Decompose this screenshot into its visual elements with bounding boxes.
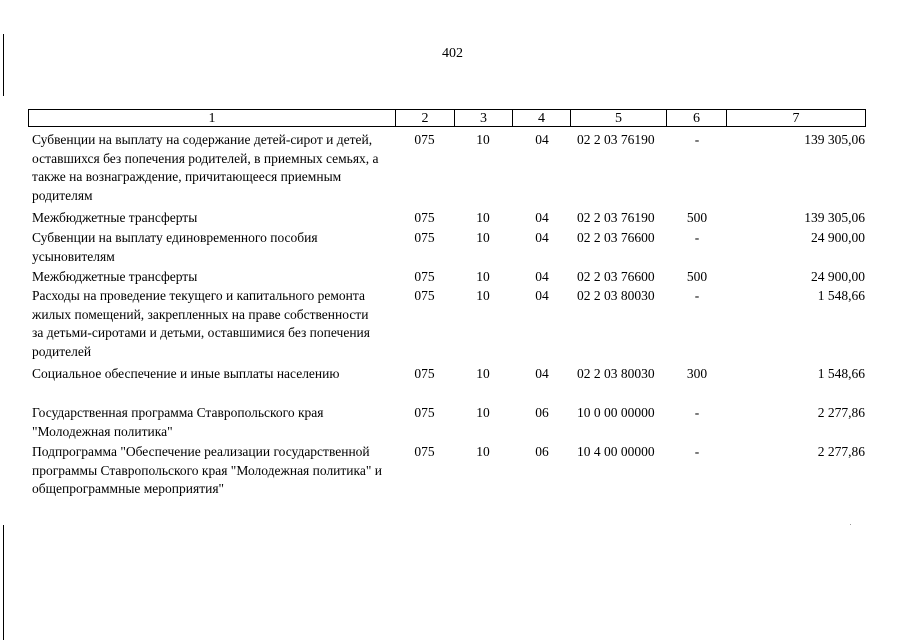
row-code-6: - xyxy=(694,132,700,147)
row-code-5: 10 4 00 00000 xyxy=(577,444,655,459)
row-code-4: 04 xyxy=(535,366,549,381)
row-code-6: - xyxy=(694,230,700,245)
row-code-3: 10 xyxy=(476,405,490,420)
row-code-4: 04 xyxy=(535,269,549,284)
row-amount: 24 900,00 xyxy=(811,230,865,245)
margin-line xyxy=(3,525,4,640)
row-name: Социальное обеспечение и иные выплаты населению xyxy=(32,366,340,381)
row-code-4: 04 xyxy=(535,210,549,225)
row-code-6: - xyxy=(694,444,700,459)
row-name: Межбюджетные трансферты xyxy=(32,210,198,225)
row-code-3: 10 xyxy=(476,288,490,303)
row-amount: 2 277,86 xyxy=(817,405,865,420)
row-code-3: 10 xyxy=(476,366,490,381)
row-code-6: 500 xyxy=(686,210,708,225)
row-code-5: 02 2 03 80030 xyxy=(577,288,655,303)
row-code-4: 06 xyxy=(535,405,549,420)
row-code-2: 075 xyxy=(414,444,435,459)
row-amount: 1 548,66 xyxy=(817,366,865,381)
header-cell-1: 1 xyxy=(28,109,396,127)
row-code-5: 02 2 03 80030 xyxy=(577,366,655,381)
row-name: Межбюджетные трансферты xyxy=(32,269,198,284)
row-code-5: 02 2 03 76190 xyxy=(577,210,655,225)
row-code-2: 075 xyxy=(414,405,435,420)
row-name: Расходы на проведение текущего и капитального ремонта жилых помещений, закрепленных на праве собственности за детьми-сиротами и детьми, оставшимися без попечения родителей xyxy=(32,288,370,359)
row-code-6: 500 xyxy=(686,269,708,284)
row-name: Государственная программа Ставропольского края "Молодежная политика" xyxy=(32,405,324,439)
row-amount: 1 548,66 xyxy=(817,288,865,303)
page-number: 402 xyxy=(442,46,463,61)
row-code-6: - xyxy=(694,288,700,303)
header-cell-6: 6 xyxy=(667,109,727,127)
margin-line xyxy=(3,34,4,96)
row-code-3: 10 xyxy=(476,230,490,245)
row-code-3: 10 xyxy=(476,269,490,284)
row-code-3: 10 xyxy=(476,444,490,459)
row-amount: 24 900,00 xyxy=(811,269,865,284)
row-code-6: 300 xyxy=(686,366,708,381)
row-name: Подпрограмма "Обеспечение реализации государственной программы Ставропольского края "Молодежная политика" и общепрограммные мероприятия" xyxy=(32,444,382,496)
row-code-5: 02 2 03 76190 xyxy=(577,132,655,147)
row-name: Субвенции на выплату единовременного пособия усыновителям xyxy=(32,230,318,264)
row-amount: 2 277,86 xyxy=(817,444,865,459)
row-code-3: 10 xyxy=(476,210,490,225)
row-amount: 139 305,06 xyxy=(804,132,865,147)
header-cell-4: 4 xyxy=(513,109,571,127)
row-code-4: 04 xyxy=(535,288,549,303)
header-cell-5: 5 xyxy=(571,109,667,127)
row-code-5: 02 2 03 76600 xyxy=(577,230,655,245)
row-name: Субвенции на выплату на содержание детей-сирот и детей, оставшихся без попечения родителей, в приемных семьях, а также на вознаграждение, причитающееся приемным родителям xyxy=(32,132,379,203)
row-code-4: 04 xyxy=(535,230,549,245)
row-code-2: 075 xyxy=(414,366,435,381)
row-code-4: 04 xyxy=(535,132,549,147)
row-code-5: 02 2 03 76600 xyxy=(577,269,655,284)
header-cell-3: 3 xyxy=(455,109,513,127)
row-code-2: 075 xyxy=(414,288,435,303)
scan-speck xyxy=(850,524,851,525)
row-code-6: - xyxy=(694,405,700,420)
header-cell-2: 2 xyxy=(396,109,455,127)
row-code-2: 075 xyxy=(414,132,435,147)
row-code-4: 06 xyxy=(535,444,549,459)
row-code-5: 10 0 00 00000 xyxy=(577,405,655,420)
header-cell-7: 7 xyxy=(727,109,866,127)
row-code-2: 075 xyxy=(414,210,435,225)
row-code-2: 075 xyxy=(414,269,435,284)
row-code-2: 075 xyxy=(414,230,435,245)
row-code-3: 10 xyxy=(476,132,490,147)
row-amount: 139 305,06 xyxy=(804,210,865,225)
